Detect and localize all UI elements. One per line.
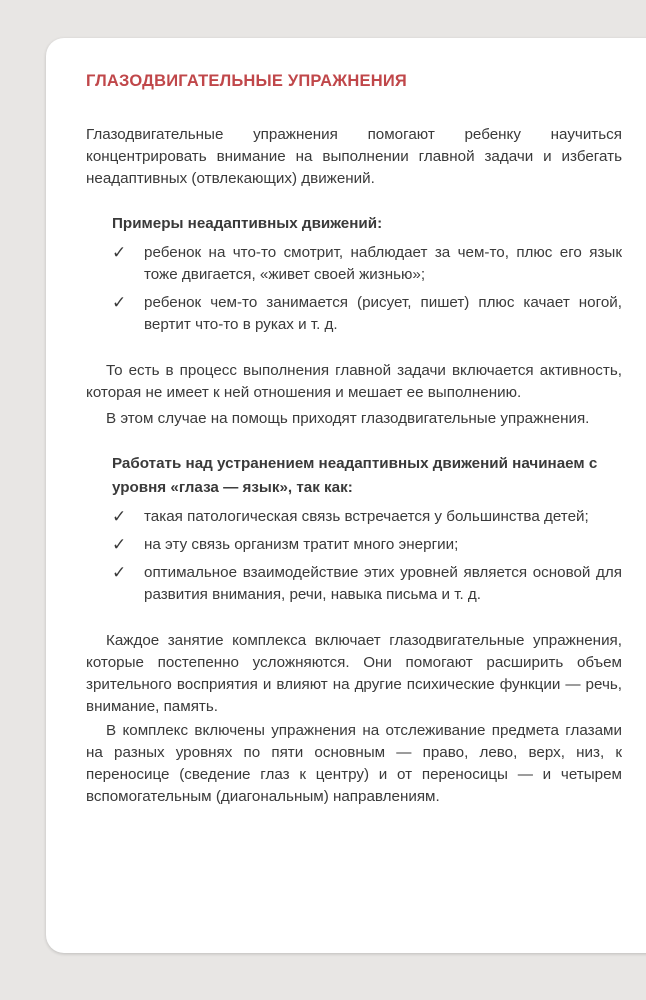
work-heading: Работать над устранением неадаптивных движений начинаем с уровня «глаза — язык», так как: [112, 455, 598, 496]
page-title: ГЛАЗОДВИГАТЕЛЬНЫЕ УПРАЖНЕНИЯ [86, 72, 407, 90]
complex-paragraph: В комплекс включены упражнения на отслеживание предмета глазами на разных уровнях по пяти основным — право, лево, верх, низ, к переносице (сведение глаз к центру) и от переносицы — и четырем вспомогательным (диагональным) направлениям. [86, 722, 622, 805]
help-paragraph: В этом случае на помощь приходят глазодвигательные упражнения. [106, 410, 590, 427]
list-item-text: ребенок на что-то смотрит, наблюдает за чем-то, плюс его язык тоже двигается, «живет своей жизнью»; [144, 244, 622, 283]
list-item [86, 562, 622, 606]
check-icon: ✓ [112, 563, 127, 582]
lessons-paragraph: Каждое занятие комплекса включает глазодвигательные упражнения, которые постепенно усложняются. Они помогают расширить объем зрительного восприятия и влияют на другие психические функции — речь, внимание, память. [86, 632, 622, 715]
list-item-text: такая патологическая связь встречается у большинства детей; [144, 508, 589, 525]
list-item [86, 534, 622, 556]
examples-heading: Примеры неадаптивных движений: [112, 215, 383, 232]
examples-list [86, 242, 622, 336]
intro-paragraph: Глазодвигательные упражнения помогают ребенку научиться концентрировать внимание на выполнении главной задачи и избегать неадаптивных (отвлекающих) движений. [86, 126, 622, 187]
check-icon: ✓ [112, 293, 127, 312]
check-icon: ✓ [112, 535, 127, 554]
list-item [86, 506, 622, 528]
list-item [86, 242, 622, 286]
list-item-text: ребенок чем-то занимается (рисует, пишет) плюс качает ногой, вертит что-то в руках и т. д. [144, 294, 622, 333]
list-item-text: на эту связь организм тратит много энергии; [144, 536, 459, 553]
list-item [86, 292, 622, 336]
check-icon: ✓ [112, 243, 127, 262]
list-item-text: оптимальное взаимодействие этих уровней является основой для развития внимания, речи, навыка письма и т. д. [144, 564, 622, 603]
activity-paragraph: То есть в процесс выполнения главной задачи включается активность, которая не имеет к ней отношения и мешает ее выполнению. [86, 362, 622, 401]
work-list [86, 506, 622, 606]
page-content [86, 68, 622, 808]
check-icon: ✓ [112, 507, 127, 526]
